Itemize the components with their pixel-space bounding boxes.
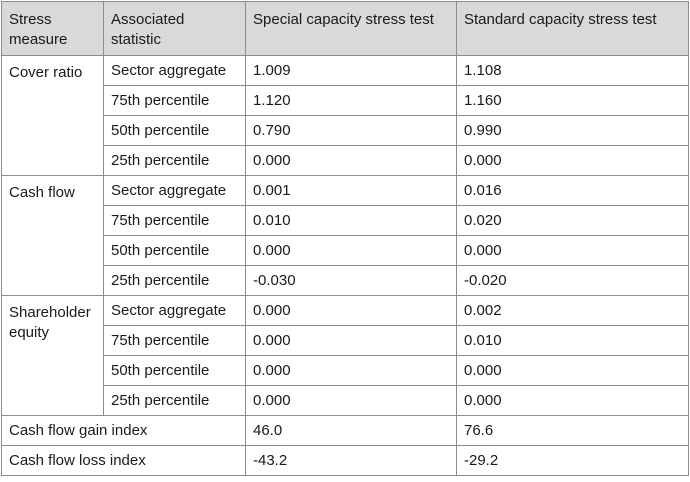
special-value-cell: 0.001 [246, 176, 457, 206]
table-row-loss-index [2, 446, 689, 476]
standard-value-cell: 0.000 [457, 386, 689, 416]
special-value-cell: 0.790 [246, 116, 457, 146]
header-special-capacity: Special capacity stress test [246, 2, 457, 56]
table-row [2, 176, 689, 206]
table-row [2, 356, 689, 386]
special-value-cell: 1.009 [246, 56, 457, 86]
table-row [2, 86, 689, 116]
stat-cell: Sector aggregate [104, 296, 246, 326]
stat-cell: 50th percentile [104, 356, 246, 386]
special-value-cell: 46.0 [246, 416, 457, 446]
standard-value-cell: -29.2 [457, 446, 689, 476]
special-value-cell: 0.010 [246, 206, 457, 236]
header-stress-measure: Stress measure [2, 2, 104, 56]
table-row [2, 296, 689, 326]
table-row [2, 386, 689, 416]
special-value-cell: 0.000 [246, 236, 457, 266]
stress-test-table [1, 1, 689, 476]
special-value-cell: 0.000 [246, 386, 457, 416]
stat-cell: 25th percentile [104, 146, 246, 176]
standard-value-cell: 0.002 [457, 296, 689, 326]
stat-cell: 50th percentile [104, 236, 246, 266]
stat-cell: Sector aggregate [104, 176, 246, 206]
table-row [2, 116, 689, 146]
header-row [2, 2, 689, 56]
group-label-cover-ratio: Cover ratio [2, 56, 104, 176]
table-row [2, 56, 689, 86]
stat-cell: 75th percentile [104, 206, 246, 236]
table-row [2, 236, 689, 266]
standard-value-cell: 0.010 [457, 326, 689, 356]
index-label: Cash flow loss index [2, 446, 246, 476]
special-value-cell: -43.2 [246, 446, 457, 476]
group-label-shareholder-equity: Shareholder equity [2, 296, 104, 416]
special-value-cell: 0.000 [246, 296, 457, 326]
standard-value-cell: 0.000 [457, 236, 689, 266]
group-label-cash-flow: Cash flow [2, 176, 104, 296]
special-value-cell: 1.120 [246, 86, 457, 116]
stat-cell: 75th percentile [104, 86, 246, 116]
table-row-gain-index [2, 416, 689, 446]
standard-value-cell: 0.020 [457, 206, 689, 236]
special-value-cell: -0.030 [246, 266, 457, 296]
standard-value-cell: 0.016 [457, 176, 689, 206]
special-value-cell: 0.000 [246, 356, 457, 386]
header-associated-statistic: Associated statistic [104, 2, 246, 56]
stat-cell: 25th percentile [104, 386, 246, 416]
stat-cell: Sector aggregate [104, 56, 246, 86]
standard-value-cell: 1.108 [457, 56, 689, 86]
stat-cell: 25th percentile [104, 266, 246, 296]
standard-value-cell: 76.6 [457, 416, 689, 446]
standard-value-cell: 0.990 [457, 116, 689, 146]
standard-value-cell: 0.000 [457, 356, 689, 386]
header-standard-capacity: Standard capacity stress test [457, 2, 689, 56]
stat-cell: 75th percentile [104, 326, 246, 356]
standard-value-cell: 0.000 [457, 146, 689, 176]
table-row [2, 146, 689, 176]
standard-value-cell: 1.160 [457, 86, 689, 116]
table-row [2, 206, 689, 236]
special-value-cell: 0.000 [246, 146, 457, 176]
table-row [2, 326, 689, 356]
stat-cell: 50th percentile [104, 116, 246, 146]
index-label: Cash flow gain index [2, 416, 246, 446]
standard-value-cell: -0.020 [457, 266, 689, 296]
special-value-cell: 0.000 [246, 326, 457, 356]
table-row [2, 266, 689, 296]
